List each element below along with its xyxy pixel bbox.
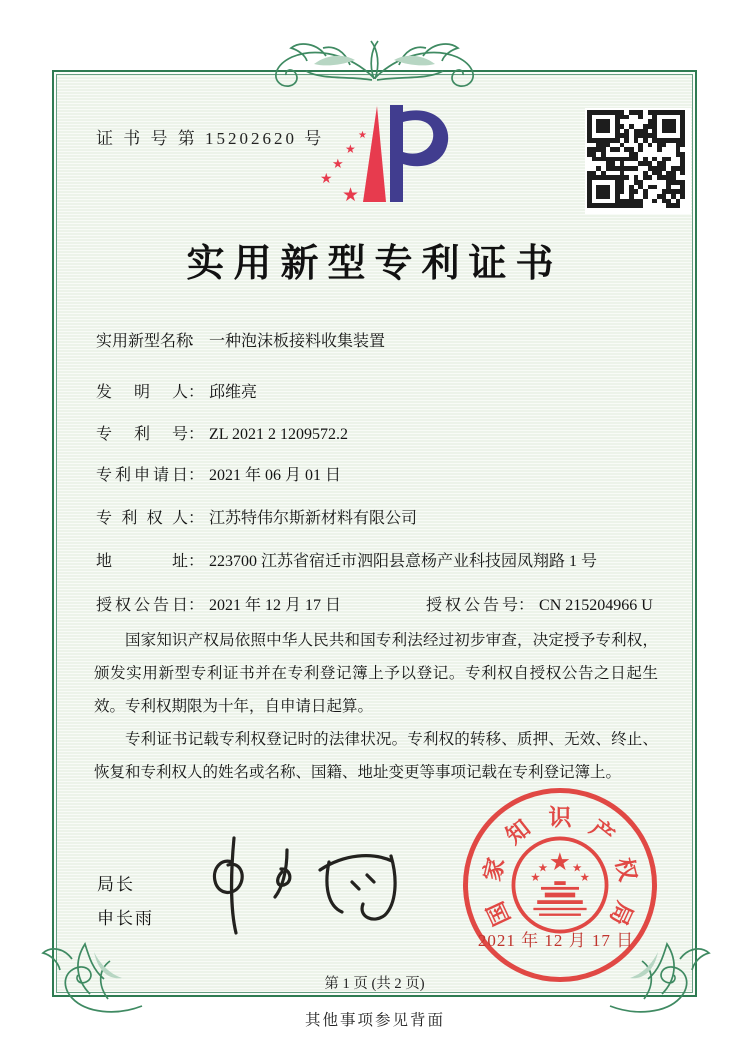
field-row-grant <box>96 592 653 615</box>
colon: ： <box>518 597 535 614</box>
seal-character: 家 <box>479 855 509 884</box>
seal-character: 国 <box>482 898 515 930</box>
field-label: 授权公告日 <box>96 597 188 614</box>
svg-text:★: ★ <box>537 862 549 875</box>
colon: ： <box>188 597 205 614</box>
svg-text:★: ★ <box>358 130 367 141</box>
field-label: 专利权人 <box>96 510 188 527</box>
seal-date: 2021 年 12 月 17 日 <box>477 931 635 950</box>
colon: ： <box>188 467 205 484</box>
field-value: 2021 年 06 月 01 日 <box>209 467 342 484</box>
seal-character: 知 <box>501 814 535 849</box>
svg-text:★: ★ <box>345 142 356 156</box>
field-row-address <box>96 548 597 571</box>
legal-paragraph-1: 国家知识产权局依照中华人民共和国专利法经过初步审查，决定授予专利权，颁发实用新型专利证书并在专利登记簿上予以登记。专利权自授权公告之日起生效。专利权期限为十年，自申请日起算。 <box>94 632 658 715</box>
signature-handwriting <box>192 828 422 948</box>
seal-character: 识 <box>548 804 572 830</box>
qr-code <box>585 108 691 214</box>
field-row-filing-date <box>96 462 341 485</box>
svg-text:★: ★ <box>320 172 333 187</box>
colon: ： <box>188 510 205 527</box>
svg-text:★: ★ <box>332 156 344 171</box>
legal-text <box>94 624 658 789</box>
ornament-bottom-left-icon <box>36 936 148 1023</box>
field-row-patentee <box>96 505 417 528</box>
field-value: 江苏特伟尔斯新材料有限公司 <box>209 510 418 527</box>
field-label: 专利申请日 <box>96 467 188 484</box>
svg-text:★: ★ <box>342 185 360 206</box>
seal-character: 局 <box>605 898 638 930</box>
legal-paragraph-2: 专利证书记载专利权登记时的法律状况。专利权的转移、质押、无效、终止、恢复和专利权人的姓名或名称、国籍、地址变更等事项记载在专利登记簿上。 <box>94 731 658 781</box>
colon: ： <box>188 553 205 570</box>
field-value: 一种泡沫板接料收集装置 <box>209 333 386 350</box>
field-row-patent-number <box>96 421 348 444</box>
colon: ： <box>188 333 205 350</box>
field-value: 邱维亮 <box>209 384 258 401</box>
field-value: 2021 年 12 月 17 日 <box>209 597 342 614</box>
colon: ： <box>188 384 205 401</box>
signer-title: 局长 <box>97 875 135 894</box>
qr-code-modules <box>587 110 685 208</box>
svg-text:★: ★ <box>530 872 541 885</box>
field-row-inventor <box>96 379 257 402</box>
svg-text:★: ★ <box>548 848 572 876</box>
cnipa-logo-icon <box>306 100 456 220</box>
page-number: 第 1 页 (共 2 页) <box>324 976 425 992</box>
seal-character: 权 <box>611 855 641 884</box>
seal-character: 产 <box>585 814 619 849</box>
certificate-number: 证 书 号 第 15202620 号 <box>96 129 325 148</box>
field-value: CN 215204966 U <box>539 597 653 614</box>
ornament-top-flourish-icon <box>252 34 497 95</box>
certificate-title: 实用新型专利证书 <box>186 243 563 285</box>
field-label: 发明人 <box>96 384 188 401</box>
field-value: 223700 江苏省宿迁市泗阳县意杨产业科技园凤翔路 1 号 <box>209 553 598 570</box>
field-row-name <box>96 328 385 351</box>
field-label: 专利号 <box>96 426 188 443</box>
field-label: 授权公告号 <box>426 597 518 614</box>
svg-text:★: ★ <box>571 862 583 875</box>
back-note: 其他事项参见背面 <box>304 1012 445 1029</box>
colon: ： <box>188 426 205 443</box>
signer-name: 申长雨 <box>97 909 154 928</box>
field-label: 实用新型名称 <box>96 333 193 350</box>
field-value: ZL 2021 2 1209572.2 <box>209 426 348 443</box>
svg-text:★: ★ <box>579 872 590 885</box>
field-pair-grant-number <box>426 592 653 615</box>
field-label: 地址 <box>96 553 188 570</box>
certificate-frame <box>52 70 697 997</box>
